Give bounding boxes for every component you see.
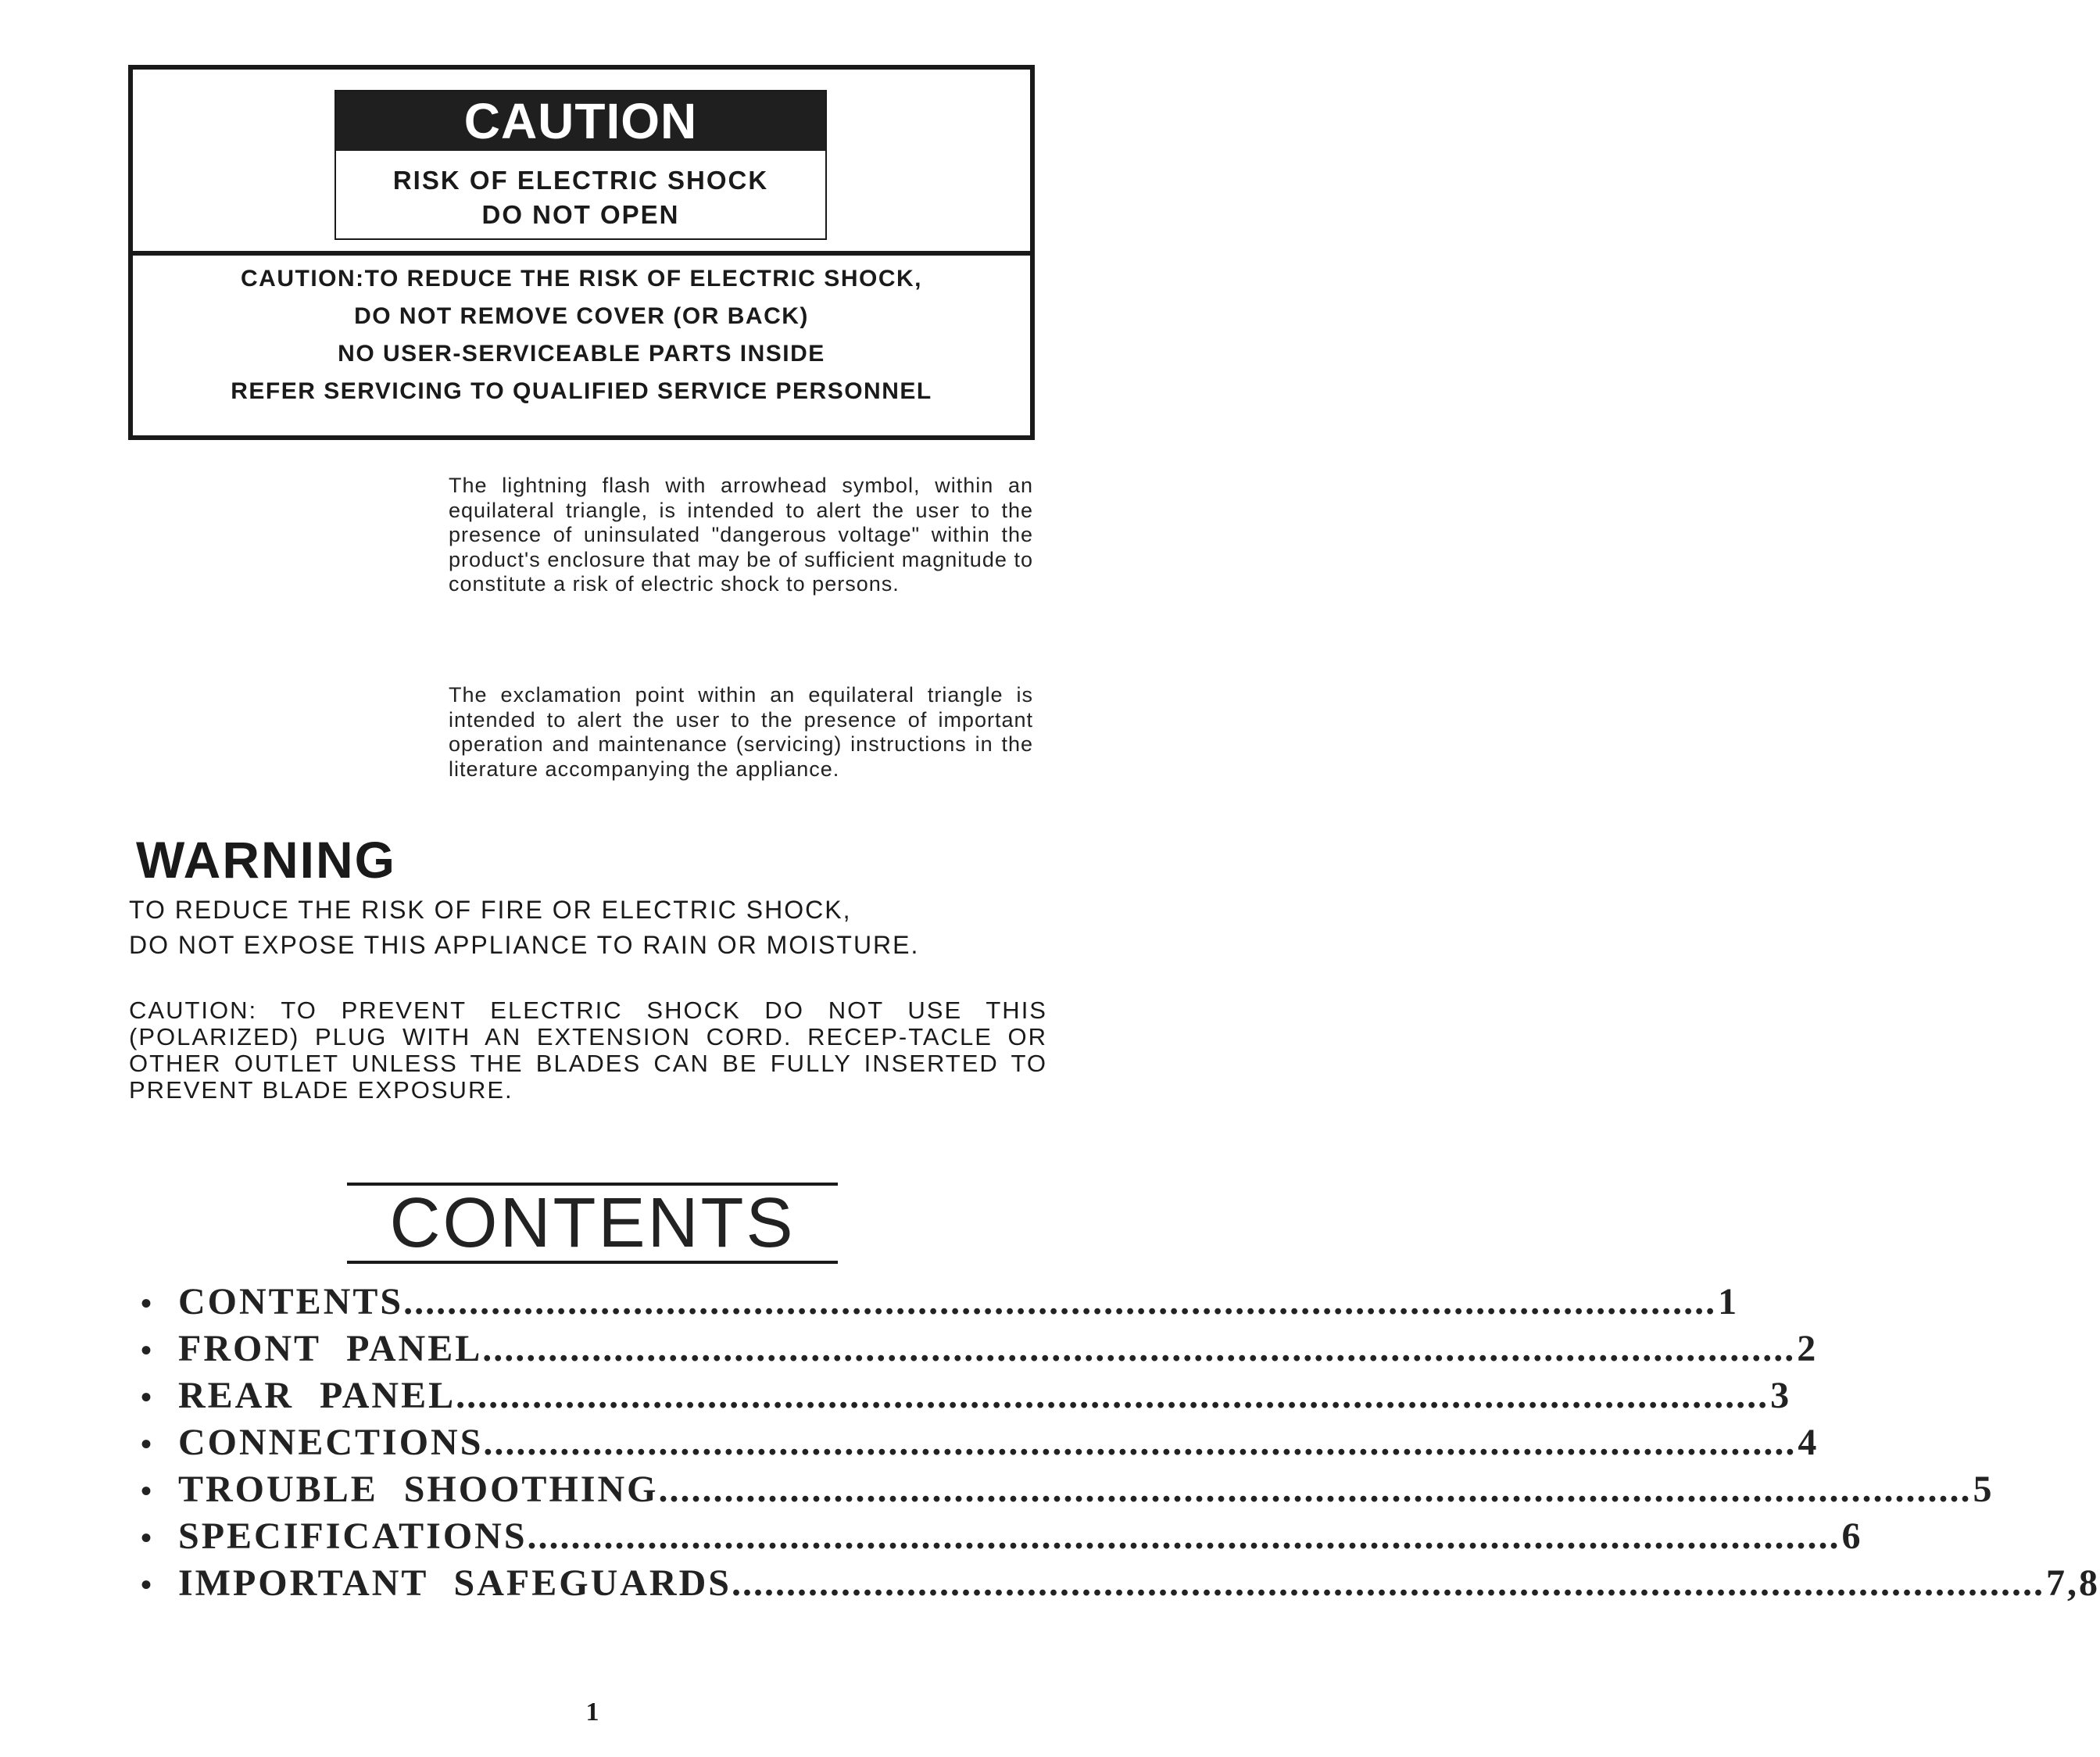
toc-item-front-panel — [141, 1327, 1819, 1374]
caution-label — [334, 90, 827, 240]
toc-item-rear-panel — [141, 1374, 1792, 1421]
exclamation-symbol-explanation: The exclamation point within an equilateral triangle is intended to alert the user to the presence of important operation and maintenance (servicing) instructions in the literature accompanying the appliance. — [449, 683, 1033, 781]
toc-leader-dots: ........................................................................................................................ — [731, 1562, 2045, 1604]
caution-body-line-4: REFER SERVICING TO QUALIFIED SERVICE PERSONNEL — [231, 378, 932, 404]
toc-item-contents — [141, 1280, 1740, 1327]
caution-subtitle — [336, 151, 825, 232]
toc-leader-dots: ........................................................................................................................ — [483, 1422, 1797, 1463]
toc-item-connections — [141, 1421, 1819, 1468]
table-of-contents — [141, 1280, 2100, 1608]
contents-heading: CONTENTS — [347, 1183, 838, 1264]
toc-label: TROUBLE SHOOTHING — [178, 1469, 659, 1510]
warning-heading: WARNING — [136, 831, 396, 889]
toc-page: 3 — [1770, 1375, 1792, 1416]
caution-body-line-3: NO USER-SERVICEABLE PARTS INSIDE — [338, 341, 825, 367]
caution-label-area — [133, 70, 1030, 256]
toc-item-specifications — [141, 1515, 1863, 1562]
warning-line-1: TO REDUCE THE RISK OF FIRE OR ELECTRIC SHOCK, — [129, 896, 852, 924]
page-number: 1 — [585, 1698, 599, 1727]
toc-item-important-safeguards — [141, 1562, 2100, 1608]
toc-page: 7,8 — [2045, 1562, 2100, 1604]
toc-page: 4 — [1798, 1422, 1819, 1463]
toc-label: FRONT PANEL — [178, 1328, 483, 1369]
toc-leader-dots: ........................................................................................................................ — [482, 1328, 1796, 1369]
bullet-icon: • — [141, 1379, 155, 1415]
lightning-symbol-explanation: The lightning flash with arrowhead symbol, within an equilateral triangle, is intended to alert the user to the presence of uninsulated "dangerous voltage" within the product's enclosure that may be of sufficient magnitude to constitute a risk of electric shock to persons. — [449, 474, 1033, 596]
plug-caution-text: CAUTION: TO PREVENT ELECTRIC SHOCK DO NOT USE THIS (POLARIZED) PLUG WITH AN EXTENSION CORD. RECEP-TACLE OR OTHER OUTLET UNLESS THE BLADES CAN BE FULLY INSERTED TO PREVENT BLADE EXPOSURE. — [129, 997, 1047, 1104]
toc-label: CONTENTS — [178, 1281, 404, 1322]
toc-leader-dots: ........................................................................................................................ — [403, 1281, 1717, 1322]
toc-page: 6 — [1841, 1515, 1863, 1557]
caution-subtitle-line-2: DO NOT OPEN — [481, 200, 680, 229]
toc-item-trouble-shoothing — [141, 1468, 1994, 1515]
bullet-icon: • — [141, 1286, 155, 1321]
toc-label: REAR PANEL — [178, 1375, 456, 1416]
toc-page: 5 — [1973, 1469, 1994, 1510]
bullet-icon: • — [141, 1473, 155, 1508]
warning-line-2: DO NOT EXPOSE THIS APPLIANCE TO RAIN OR MOISTURE. — [129, 931, 920, 959]
caution-body — [133, 260, 1030, 410]
caution-body-line-2: DO NOT REMOVE COVER (OR BACK) — [354, 303, 809, 329]
toc-leader-dots: ........................................................................................................................ — [527, 1515, 1841, 1557]
caution-subtitle-line-1: RISK OF ELECTRIC SHOCK — [392, 166, 769, 195]
toc-label: CONNECTIONS — [178, 1422, 484, 1463]
caution-box — [128, 65, 1035, 440]
bullet-icon: • — [141, 1567, 155, 1602]
toc-leader-dots: ........................................................................................................................ — [658, 1469, 1972, 1510]
toc-page: 1 — [1718, 1281, 1740, 1322]
caution-title: CAUTION — [336, 91, 825, 151]
bullet-icon: • — [141, 1333, 155, 1368]
toc-leader-dots: ........................................................................................................................ — [456, 1375, 1769, 1416]
toc-label: IMPORTANT SAFEGUARDS — [178, 1562, 732, 1604]
toc-label: SPECIFICATIONS — [178, 1515, 528, 1557]
bullet-icon: • — [141, 1520, 155, 1555]
bullet-icon: • — [141, 1426, 155, 1462]
toc-page: 2 — [1797, 1328, 1819, 1369]
caution-body-line-1: CAUTION:TO REDUCE THE RISK OF ELECTRIC SHOCK, — [241, 266, 922, 292]
